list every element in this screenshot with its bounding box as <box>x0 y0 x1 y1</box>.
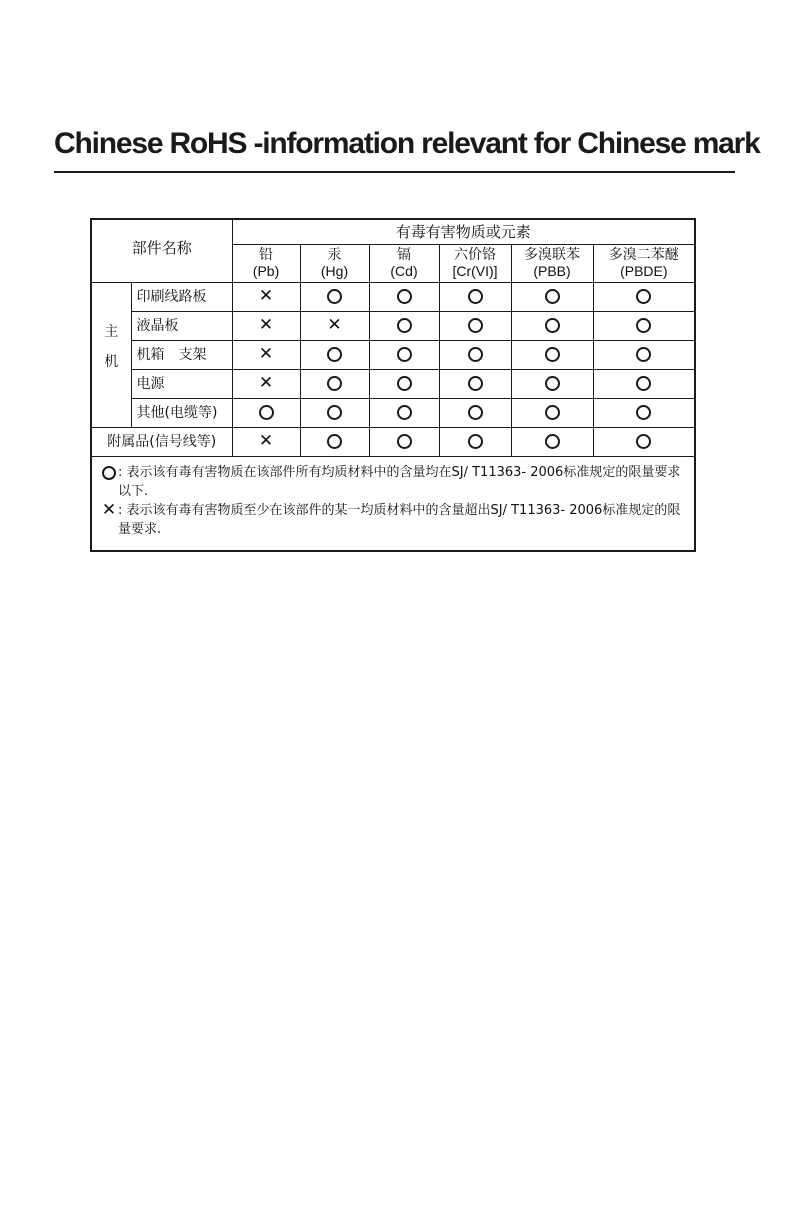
circle-mark-icon <box>468 376 483 391</box>
substance-name: 铅 <box>259 247 274 263</box>
mark-cell-o <box>511 398 593 427</box>
circle-mark-icon <box>100 463 118 483</box>
mark-cell-o <box>439 282 511 311</box>
cross-mark-icon: ✕ <box>258 286 274 306</box>
substance-header-1 <box>300 244 369 282</box>
circle-mark-icon <box>636 347 651 362</box>
circle-mark-icon <box>468 289 483 304</box>
part-name-cell: 机箱 支架 <box>131 340 232 369</box>
substance-name: 多溴联苯 <box>524 247 581 263</box>
part-name-header: 部件名称 <box>92 220 232 282</box>
mark-cell-o <box>511 282 593 311</box>
circle-mark-icon <box>545 405 560 420</box>
mark-cell-o <box>511 340 593 369</box>
mark-cell-o <box>300 340 369 369</box>
circle-mark-icon <box>545 434 560 449</box>
mark-cell-x <box>232 427 300 456</box>
circle-mark-icon <box>397 289 412 304</box>
circle-mark-icon <box>636 376 651 391</box>
circle-mark-icon <box>468 405 483 420</box>
table-row <box>92 340 694 369</box>
substance-symbol: (PBB) <box>533 263 571 279</box>
accessory-part-cell: 附属品(信号线等) <box>92 427 232 456</box>
mark-cell-o <box>593 340 694 369</box>
substance-symbol: (Hg) <box>320 263 349 279</box>
mark-cell-o <box>369 427 439 456</box>
circle-mark-icon <box>259 405 274 420</box>
mark-cell-o <box>593 398 694 427</box>
mark-cell-o <box>593 311 694 340</box>
mark-cell-o <box>511 369 593 398</box>
mark-cell-o <box>369 311 439 340</box>
mark-cell-o <box>369 369 439 398</box>
cross-mark-icon: ✕ <box>101 499 117 520</box>
mark-cell-o <box>593 282 694 311</box>
page-title: Chinese RoHS -information relevant for Chinese mark <box>54 127 760 160</box>
substance-name: 六价铬 <box>454 247 497 263</box>
title-divider <box>54 171 735 173</box>
mark-cell-o <box>232 398 300 427</box>
substance-header-3 <box>439 244 511 282</box>
circle-mark-icon <box>397 318 412 333</box>
mark-cell-x <box>232 340 300 369</box>
main-unit-label-char1: 主 <box>104 323 119 340</box>
table-row <box>92 369 694 398</box>
table-row <box>92 427 694 456</box>
substance-header-0 <box>232 244 300 282</box>
circle-mark-icon <box>636 318 651 333</box>
mark-cell-o <box>369 282 439 311</box>
substance-name: 镉 <box>397 247 412 263</box>
mark-cell-o <box>593 369 694 398</box>
legend-x-text: : 表示该有毒有害物质至少在该部件的某一均质材料中的含量超出SJ/ T11363- 2006标准规定的限量要求. <box>118 502 681 537</box>
mark-cell-o <box>300 427 369 456</box>
circle-mark-icon <box>545 318 560 333</box>
mark-cell-o <box>369 398 439 427</box>
mark-cell-o <box>511 311 593 340</box>
mark-cell-o <box>439 369 511 398</box>
mark-cell-o <box>511 427 593 456</box>
cross-mark-icon: ✕ <box>258 431 274 451</box>
circle-mark-icon <box>636 434 651 449</box>
substances-header: 有毒有害物质或元素 <box>232 220 694 244</box>
mark-cell-o <box>300 282 369 311</box>
mark-cell-o <box>593 427 694 456</box>
circle-mark-icon <box>327 289 342 304</box>
substance-header-4 <box>511 244 593 282</box>
circle-mark-icon <box>545 347 560 362</box>
circle-mark-icon <box>545 289 560 304</box>
substance-symbol: (Cd) <box>390 263 418 279</box>
circle-mark-icon <box>327 434 342 449</box>
table-row <box>92 398 694 427</box>
main-unit-label <box>92 282 131 427</box>
rohs-substance-table <box>92 220 694 457</box>
legend <box>92 457 694 539</box>
mark-cell-o <box>300 398 369 427</box>
circle-mark-icon <box>545 376 560 391</box>
substance-name: 多溴二苯醚 <box>608 247 679 263</box>
circle-mark-icon <box>468 347 483 362</box>
circle-mark-icon <box>397 434 412 449</box>
mark-cell-x <box>232 282 300 311</box>
circle-mark-icon <box>327 405 342 420</box>
legend-o-line <box>100 463 694 501</box>
cross-mark-icon: ✕ <box>258 315 274 335</box>
part-name-cell: 其他(电缆等) <box>131 398 232 427</box>
main-unit-label-char2: 机 <box>104 353 119 370</box>
mark-cell-o <box>439 311 511 340</box>
mark-cell-o <box>439 427 511 456</box>
substance-symbol: (Pb) <box>252 263 280 279</box>
mark-cell-o <box>300 369 369 398</box>
cross-mark-icon: ✕ <box>258 344 274 364</box>
circle-mark-icon <box>636 289 651 304</box>
circle-mark-icon <box>397 405 412 420</box>
table-row <box>92 282 694 311</box>
circle-mark-icon <box>397 347 412 362</box>
mark-cell-o <box>369 340 439 369</box>
mark-cell-x <box>232 311 300 340</box>
mark-cell-x <box>300 311 369 340</box>
circle-mark-icon <box>327 376 342 391</box>
circle-mark-icon <box>397 376 412 391</box>
rohs-table-frame <box>90 218 696 552</box>
cross-mark-icon: ✕ <box>327 315 342 335</box>
cross-mark-icon: ✕ <box>258 373 274 393</box>
legend-x-line <box>100 501 694 539</box>
substance-symbol: (PBDE) <box>620 263 668 279</box>
mark-cell-o <box>439 340 511 369</box>
part-name-cell: 印刷线路板 <box>131 282 232 311</box>
legend-o-text: : 表示该有毒有害物质在该部件所有均质材料中的含量均在SJ/ T11363- 2006标准规定的限量要求以下. <box>118 464 681 499</box>
circle-mark-icon <box>468 318 483 333</box>
mark-cell-x <box>232 369 300 398</box>
part-name-cell: 电源 <box>131 369 232 398</box>
substance-symbol: [Cr(VI)] <box>452 263 498 279</box>
part-name-cell: 液晶板 <box>131 311 232 340</box>
substance-header-2 <box>369 244 439 282</box>
substance-name: 汞 <box>327 247 342 263</box>
circle-mark-icon <box>636 405 651 420</box>
table-row <box>92 311 694 340</box>
circle-mark-icon <box>327 347 342 362</box>
substance-header-5 <box>593 244 694 282</box>
mark-cell-o <box>439 398 511 427</box>
circle-mark-icon <box>468 434 483 449</box>
